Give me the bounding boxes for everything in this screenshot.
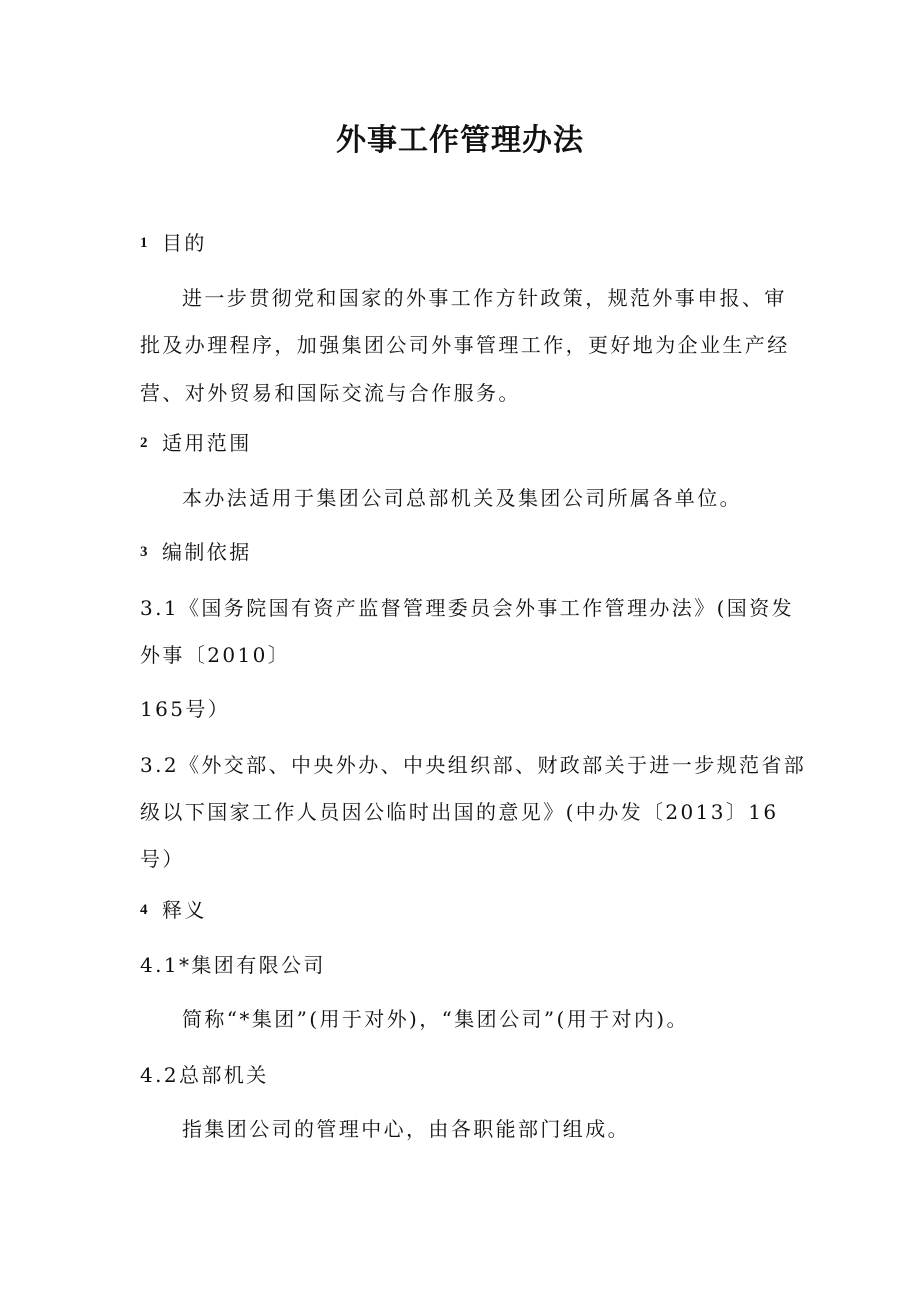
paragraph-line: 号）: [140, 847, 185, 871]
paragraph-line: 3.1《国务院国有资产监督管理委员会外事工作管理办法》(国资发: [140, 596, 795, 620]
section-number: 3: [140, 544, 148, 560]
section-number: 2: [140, 435, 148, 451]
paragraph-line: 指集团公司的管理中心，由各职能部门组成。: [182, 1117, 630, 1141]
document-title: 外事工作管理办法: [336, 123, 584, 158]
paragraph-line: 营、对外贸易和国际交流与合作服务。: [140, 381, 521, 405]
section-label: 释义: [162, 898, 207, 922]
paragraph-line: 3.2《外交部、中央外办、中央组织部、财政部关于进一步规范省部: [140, 753, 807, 777]
paragraph-line: 批及办理程序，加强集团公司外事管理工作，更好地为企业生产经: [140, 333, 790, 357]
section-1-heading: [140, 229, 207, 257]
paragraph-line: 本办法适用于集团公司总部机关及集团公司所属各单位。: [182, 486, 742, 510]
paragraph-line: 级以下国家工作人员因公临时出国的意见》(中办发〔2013〕16: [140, 800, 779, 824]
section-3-heading: [140, 538, 252, 566]
section-label: 目的: [162, 231, 207, 255]
paragraph-line: 进一步贯彻党和国家的外事工作方针政策，规范外事申报、审: [182, 286, 787, 310]
section-label: 编制依据: [162, 540, 252, 564]
section-4-heading: [140, 896, 207, 924]
section-2-heading: [140, 429, 252, 457]
section-number: 1: [140, 235, 148, 251]
section-label: 适用范围: [162, 431, 252, 455]
paragraph-line: 165号）: [140, 697, 231, 721]
section-number: 4: [140, 902, 148, 918]
paragraph-line: 简称“*集团”(用于对外)，“集团公司”(用于对内)。: [182, 1007, 689, 1031]
paragraph-line: 外事〔2010〕: [140, 643, 291, 667]
subsection-heading: 4.1*集团有限公司: [140, 953, 326, 977]
subsection-heading: 4.2总部机关: [140, 1063, 269, 1087]
